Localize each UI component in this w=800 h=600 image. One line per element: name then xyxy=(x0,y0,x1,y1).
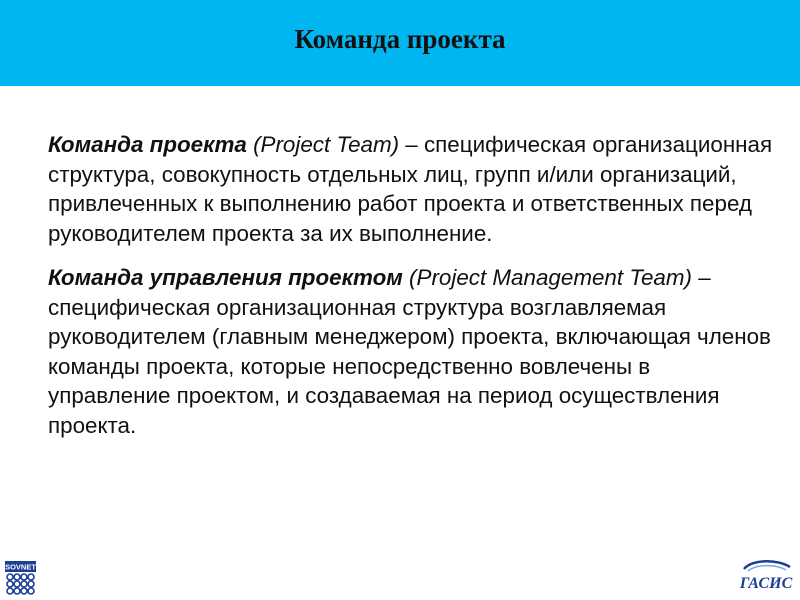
definition-paragraph-project-team xyxy=(48,130,778,248)
term-english-management-team: (Project Management Team) xyxy=(409,265,692,290)
title-bar xyxy=(0,0,800,86)
slide-title: Команда проекта xyxy=(294,24,506,54)
sovnet-logo xyxy=(4,560,37,596)
term-english-project-team: (Project Team) xyxy=(253,132,400,157)
definition-text-project-team: – специфическая организационная структура, совокупность отдельных лиц, групп и/или организаций, привлеченных к выполнению работ проекта и ответственных перед руководителем проекта за их выполнение. xyxy=(48,132,773,246)
term-management-team: Команда управления проектом xyxy=(48,265,403,290)
term-project-team: Команда проекта xyxy=(48,132,247,157)
gasis-logo xyxy=(738,557,794,593)
svg-text:ГАСИС: ГАСИС xyxy=(739,575,793,592)
svg-text:SOVNET: SOVNET xyxy=(5,562,36,572)
definition-text-management-team: – специфическая организационная структура возглавляемая руководителем (главным менеджером) проекта, включающая членов команды проекта, которые непосредственно вовлечены в управление проектом, и создаваемая на период осуществления проекта. xyxy=(48,265,771,438)
slide-body xyxy=(48,130,778,455)
definition-paragraph-management-team xyxy=(48,263,778,440)
